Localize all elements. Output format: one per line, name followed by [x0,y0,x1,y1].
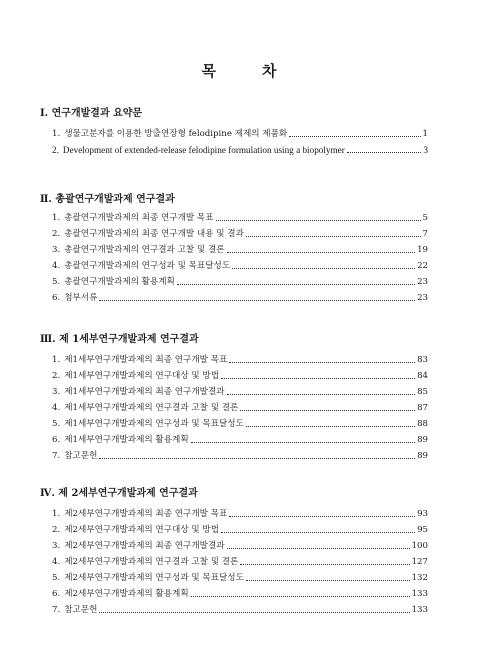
section-2-entries [52,208,428,304]
entry-title: 제2세부연구개발과제의 연구결과 고찰 및 결론 [64,557,239,567]
entry-page: 19 [417,245,428,255]
entry-number: 6. [52,293,61,303]
page-title [0,60,480,81]
entry-page: 133 [411,589,428,599]
entry-title: 총괄연구개발과제의 활용계획 [64,277,175,287]
toc-entry[interactable] [52,350,428,366]
dot-leader [289,136,420,137]
entry-title: 제2세부연구개발과제의 연구성과 및 목표달성도 [64,573,244,583]
entry-title: 제1세부연구개발과제의 연구성과 및 목표달성도 [64,419,244,429]
dot-leader [191,442,415,443]
toc-entry[interactable] [52,288,428,304]
entry-number: 7. [52,605,61,615]
entry-page: 127 [411,557,428,567]
toc-entry[interactable] [52,382,428,398]
entry-page: 22 [417,261,428,271]
entry-title: Development of extended-release felodipine formulation using a biopolymer [62,145,345,155]
entry-number: 4. [52,403,61,413]
entry-page: 89 [417,435,428,445]
entry-title: 제2세부연구개발과제의 활용계획 [64,589,189,599]
toc-entry[interactable] [52,520,428,536]
entry-number: 2. [52,525,61,535]
entry-title: 제1세부연구개발과제의 연구결과 고찰 및 결론 [64,403,239,413]
entry-page: 3 [423,145,428,155]
entry-title: 제1세부연구개발과제의 연구대상 및 방법 [64,371,219,381]
dot-leader [191,596,410,597]
entry-number: 4. [52,557,61,567]
section-3-entries [52,350,428,462]
toc-entry[interactable] [52,584,428,600]
entry-number: 1. [52,129,61,139]
entry-number: 3. [52,387,61,397]
toc-entry[interactable] [52,366,428,382]
entry-number: 1. [52,213,61,223]
dot-leader [216,220,421,221]
entry-page: 88 [417,419,428,429]
dot-leader [227,548,410,549]
entry-title: 제2세부연구개발과제의 최종 연구개발결과 [64,541,225,551]
entry-page: 5 [422,213,428,223]
entry-title: 총괄연구개발과제의 최종 연구개발 내용 및 결과 [64,229,244,239]
entry-page: 7 [422,229,428,239]
section-4-entries [52,504,428,616]
entry-page: 87 [417,403,428,413]
toc-entry[interactable] [52,140,428,156]
dot-leader [99,612,409,613]
dot-leader [99,300,415,301]
dot-leader [246,580,410,581]
entry-page: 89 [417,451,428,461]
entry-number: 2. [52,145,59,155]
dot-leader [99,458,415,459]
toc-entry[interactable] [52,240,428,256]
entry-number: 1. [52,509,61,519]
toc-entry[interactable] [52,536,428,552]
section-heading-2: Ⅱ. 총괄연구개발과제 연구결과 [40,194,175,205]
dot-leader [221,378,415,379]
toc-entry[interactable] [52,398,428,414]
toc-entry[interactable] [52,256,428,272]
entry-page: 132 [411,573,428,583]
toc-entry[interactable] [52,600,428,616]
toc-entry[interactable] [52,124,428,140]
section-heading-4: Ⅳ. 제 2세부연구개발과제 연구결과 [40,488,198,499]
toc-entry[interactable] [52,446,428,462]
dot-leader [229,362,415,363]
entry-number: 5. [52,419,61,429]
dot-leader [227,394,415,395]
title-char-1: 목 [201,62,218,80]
toc-entry[interactable] [52,224,428,240]
entry-number: 1. [52,355,61,365]
entry-page: 23 [417,293,428,303]
entry-title: 제1세부연구개발과제의 활용계획 [64,435,189,445]
entry-title: 첨부서류 [64,293,98,303]
entry-number: 7. [52,451,61,461]
toc-entry[interactable] [52,414,428,430]
dot-leader [246,236,421,237]
entry-title: 총괄연구개발과제의 연구결과 고찰 및 결론 [64,245,225,255]
entry-page: 133 [411,605,428,615]
entry-title: 생물고분자를 이용한 방출연장형 felodipine 제제의 제품화 [64,129,288,139]
section-heading-1: Ⅰ. 연구개발결과 요약문 [40,108,143,119]
entry-number: 4. [52,261,61,271]
entry-number: 6. [52,589,61,599]
entry-page: 23 [417,277,428,287]
entry-title: 참고문헌 [64,451,98,461]
toc-entry[interactable] [52,430,428,446]
entry-title: 제2세부연구개발과제의 연구대상 및 방법 [64,525,219,535]
entry-title: 참고문헌 [64,605,98,615]
entry-title: 제1세부연구개발과제의 최종 연구개발결과 [64,387,225,397]
dot-leader [240,564,409,565]
entry-number: 2. [52,229,61,239]
entry-page: 83 [417,355,428,365]
toc-entry[interactable] [52,552,428,568]
section-1-entries [52,124,428,156]
entry-number: 5. [52,573,61,583]
entry-page: 1 [422,129,428,139]
entry-page: 93 [417,509,428,519]
section-heading-3: Ⅲ. 제 1세부연구개발과제 연구결과 [40,334,199,345]
dot-leader [177,284,415,285]
entry-number: 5. [52,277,61,287]
dot-leader [227,252,416,253]
entry-title: 제2세부연구개발과제의 최종 연구개발 목표 [64,509,228,519]
toc-entry[interactable] [52,568,428,584]
entry-title: 총괄연구개발과제의 최종 연구개발 목표 [64,213,214,223]
dot-leader [347,152,422,153]
entry-page: 100 [411,541,428,551]
title-char-2: 차 [262,62,279,80]
dot-leader [246,426,415,427]
toc-entry[interactable] [52,504,428,520]
entry-page: 84 [417,371,428,381]
entry-number: 3. [52,541,61,551]
dot-leader [229,516,415,517]
entry-number: 2. [52,371,61,381]
dot-leader [221,532,415,533]
dot-leader [240,410,415,411]
entry-title: 제1세부연구개발과제의 최종 연구개발 목표 [64,355,228,365]
toc-entry[interactable] [52,272,428,288]
entry-number: 6. [52,435,61,445]
toc-entry[interactable] [52,208,428,224]
entry-title: 총괄연구개발과제의 연구성과 및 목표달성도 [64,261,231,271]
entry-page: 85 [417,387,428,397]
dot-leader [232,268,415,269]
entry-number: 3. [52,245,61,255]
entry-page: 95 [417,525,428,535]
